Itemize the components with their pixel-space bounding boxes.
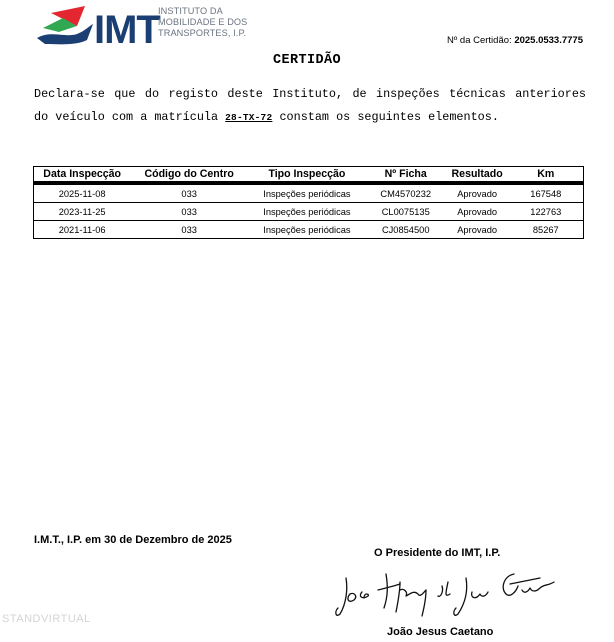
column-header: Tipo Inspecção: [248, 167, 366, 184]
president-title: O Presidente do IMT, I.P.: [374, 547, 501, 559]
declaration-before: Declara-se que do registo deste Instituto, de inspeções técnicas anteriores do veículo com a matrícula: [34, 87, 586, 124]
cell-km: 167548: [509, 183, 584, 203]
column-header: Km: [509, 167, 584, 184]
inspections-table: [33, 166, 584, 239]
cell-date: 2023-11-25: [34, 203, 131, 221]
cell-center: 033: [130, 183, 248, 203]
document-title: CERTIDÃO: [272, 53, 341, 68]
place-and-date: I.M.T., I.P. em 30 de Dezembro de 2025: [34, 534, 232, 546]
cell-center: 033: [181, 224, 197, 235]
vehicle-plate: 28-TX-72: [225, 112, 273, 123]
cell-sheet: CM4570232: [366, 183, 446, 203]
logo-line: INSTITUTO DA: [158, 6, 223, 16]
declaration-text: [34, 83, 586, 129]
watermark: STANDVIRTUAL: [2, 613, 91, 625]
table-row: [34, 203, 584, 221]
certificate-number: [447, 35, 583, 46]
logo-line: MOBILIDADE E DOS: [158, 17, 248, 27]
cell-center: 033: [130, 203, 248, 221]
cell-result: Aprovado: [446, 183, 509, 203]
cell-result: Aprovado: [457, 224, 498, 235]
signer-name: João Jesus Caetano: [387, 626, 494, 638]
logo-line: TRANSPORTES, I.P.: [158, 28, 247, 38]
cell-km: 85267: [532, 224, 559, 235]
cell-sheet: CL0075135: [366, 203, 446, 221]
cell-km: 122763: [509, 203, 584, 221]
table-row: [34, 221, 584, 239]
cell-result: Aprovado: [446, 203, 509, 221]
certificate-number-label: Nº da Certidão:: [446, 35, 512, 46]
certificate-number-value: 2025.0533.7775: [514, 35, 583, 46]
cell-type: Inspeções periódicas: [263, 224, 351, 235]
declaration-after: constam os seguintes elementos.: [272, 110, 499, 124]
logo-wordmark: IMT: [94, 8, 160, 50]
cell-date: 2021-11-06: [58, 224, 106, 235]
cell-type: Inspeções periódicas: [248, 203, 366, 221]
cell-sheet: CJ0854500: [381, 224, 430, 235]
table-row: [34, 183, 584, 203]
table-header-row: [34, 167, 584, 184]
signature: [334, 568, 556, 620]
column-header: Resultado: [446, 167, 509, 184]
column-header: Nº Ficha: [366, 167, 446, 184]
cell-type: Inspeções periódicas: [248, 183, 366, 203]
cell-date: 2025-11-08: [34, 183, 131, 203]
logo-institute-name: [158, 6, 247, 39]
column-header: Data Inspecção: [34, 167, 131, 184]
column-header: Código do Centro: [130, 167, 248, 184]
